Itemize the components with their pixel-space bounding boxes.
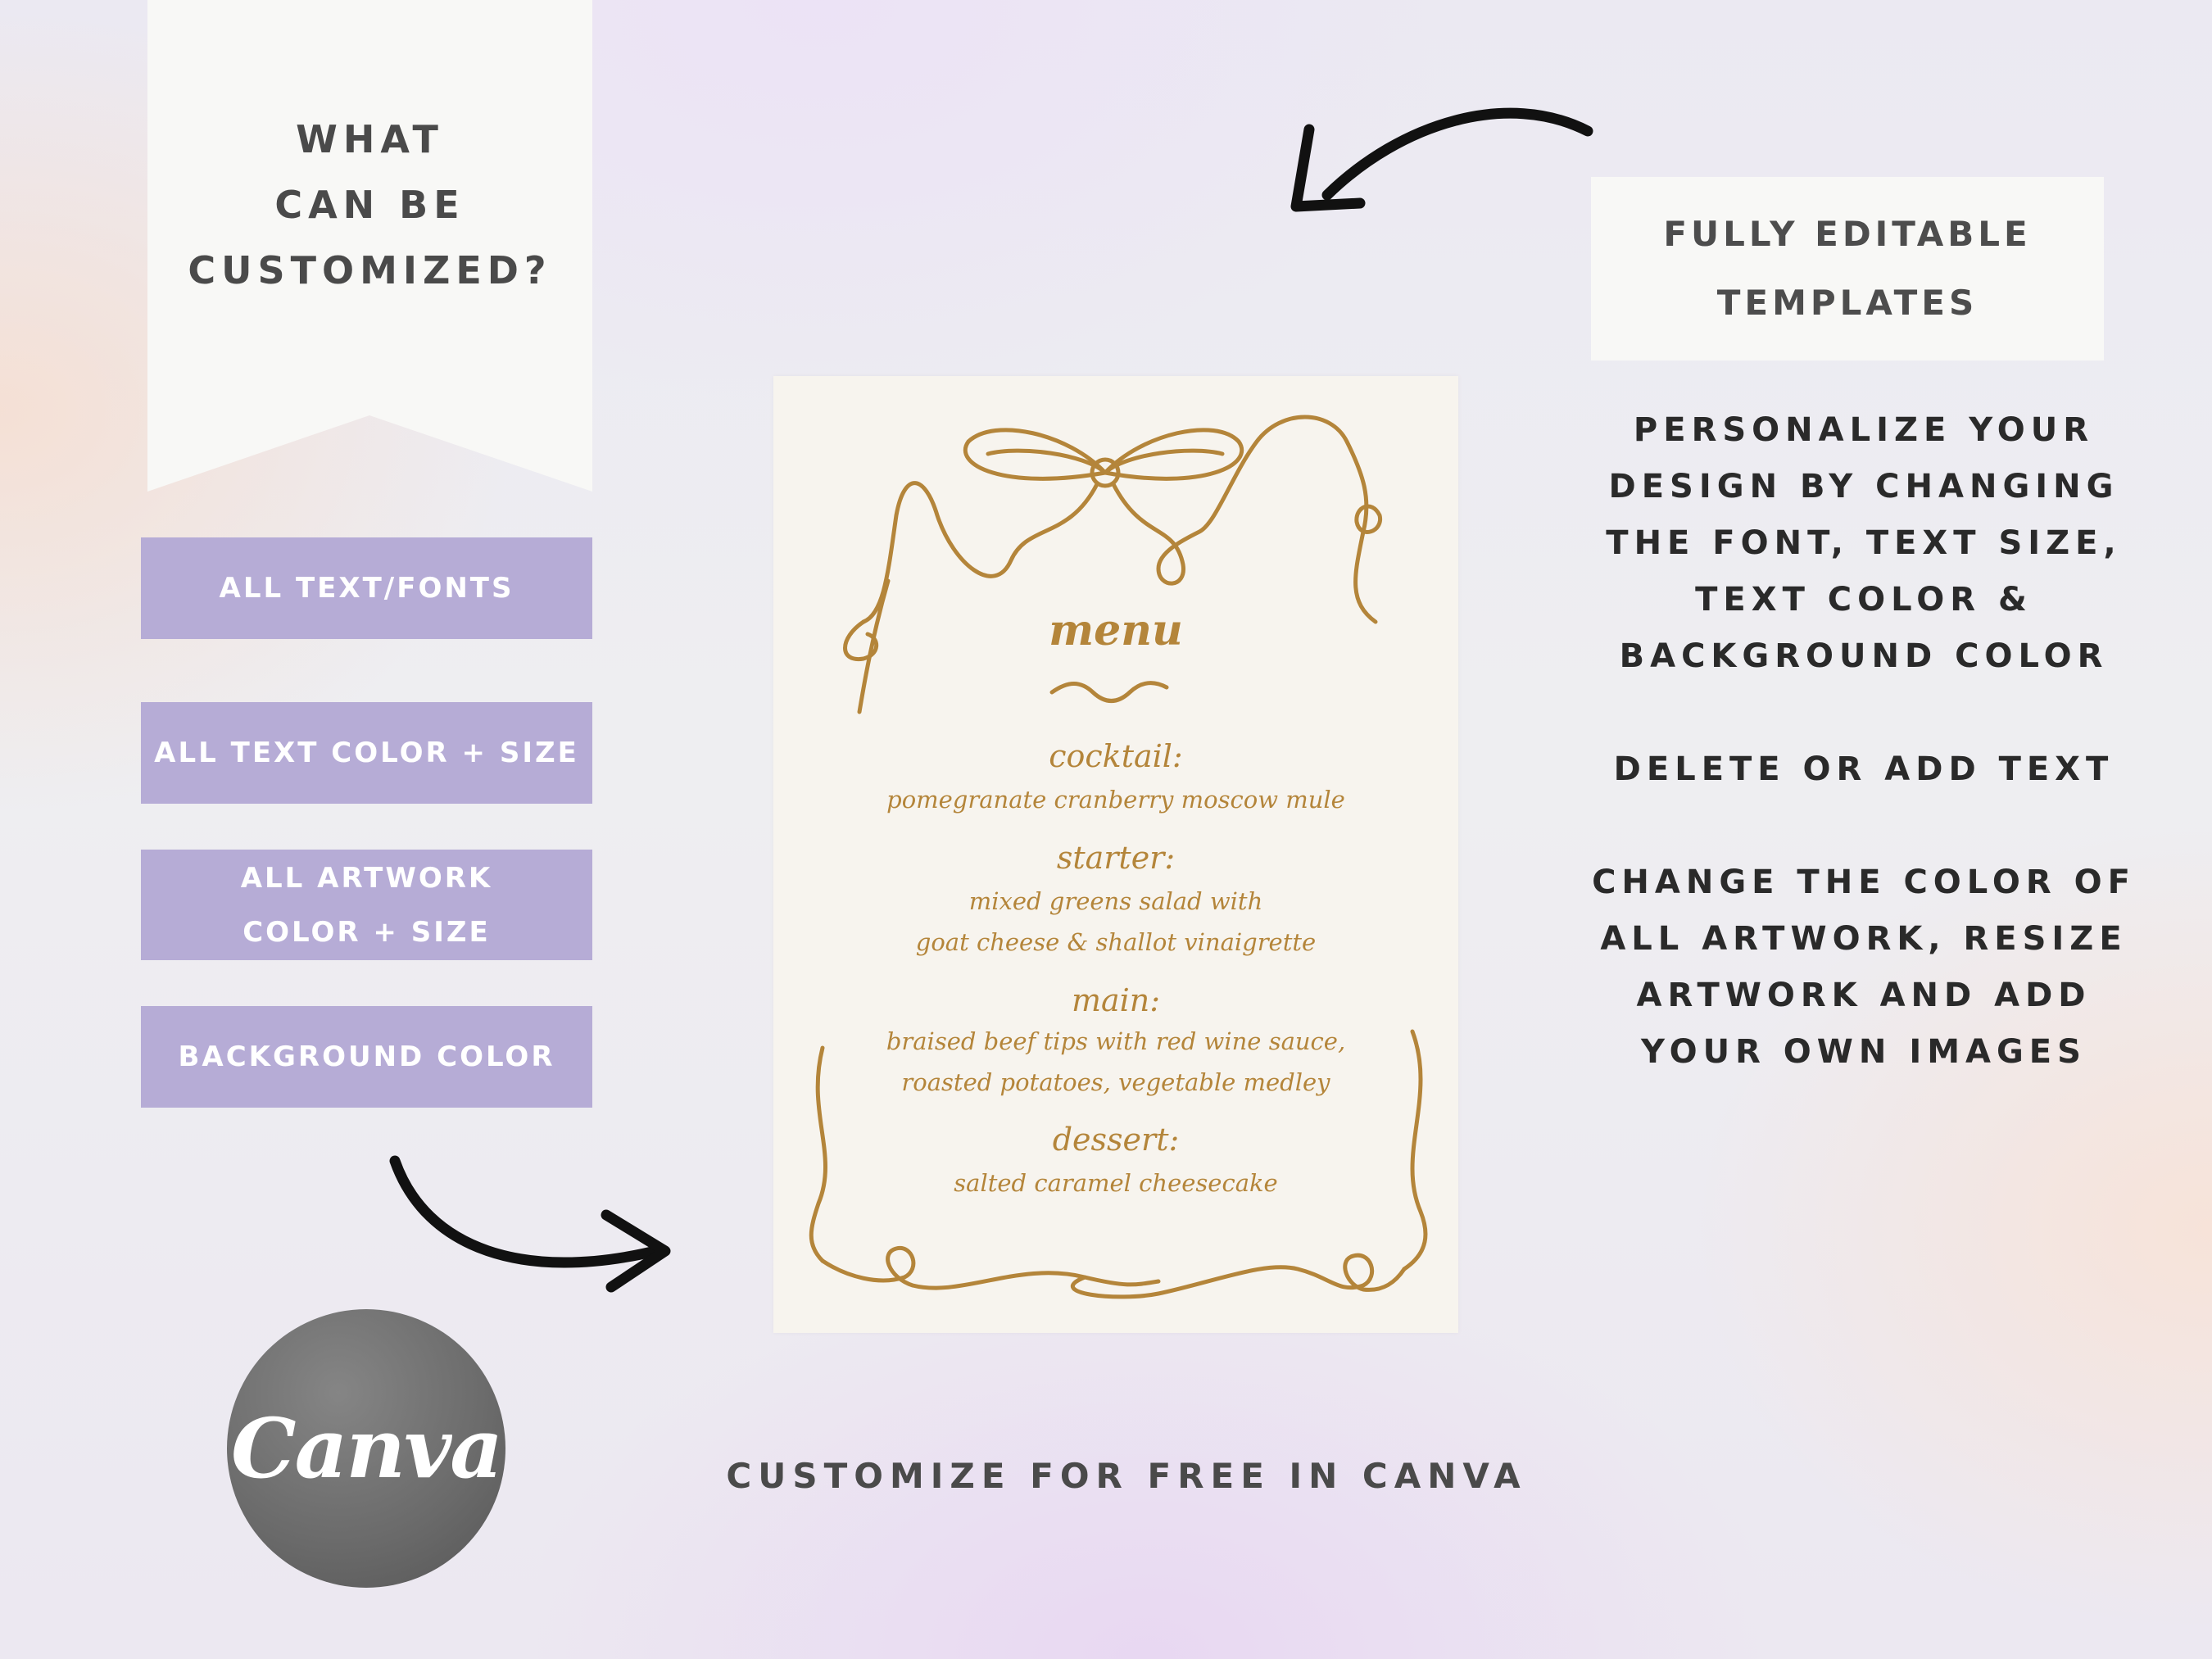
chip-all-text-fonts bbox=[141, 537, 592, 639]
fully-editable-label bbox=[1591, 177, 2104, 360]
label-line: FULLY EDITABLE bbox=[1663, 214, 2032, 254]
text-line: YOUR OWN IMAGES bbox=[1641, 1033, 2087, 1071]
menu-item: braised beef tips with red wine sauce, bbox=[886, 1027, 1346, 1055]
menu-item: roasted potatoes, vegetable medley bbox=[901, 1068, 1330, 1096]
personalize-paragraph bbox=[1557, 402, 2171, 685]
menu-item: salted caramel cheesecake bbox=[954, 1169, 1278, 1197]
menu-course: starter: bbox=[1056, 840, 1176, 876]
menu-item: goat cheese & shallot vinaigrette bbox=[915, 928, 1317, 956]
canva-wordmark: Canva bbox=[231, 1400, 501, 1497]
menu-course: main: bbox=[1071, 982, 1161, 1018]
chip-artwork-color-size bbox=[141, 850, 592, 960]
label-line: TEMPLATES bbox=[1716, 283, 1979, 323]
chip-text-color-size bbox=[141, 702, 592, 804]
menu-item: mixed greens salad with bbox=[968, 887, 1263, 915]
chip-label: ALL TEXT COLOR + SIZE bbox=[154, 737, 579, 769]
chip-label: COLOR + SIZE bbox=[243, 915, 491, 949]
delete-add-paragraph bbox=[1557, 741, 2171, 798]
text-line: ARTWORK AND ADD bbox=[1636, 977, 2092, 1014]
canva-logo bbox=[227, 1309, 505, 1588]
curved-arrow-icon bbox=[1262, 82, 1606, 229]
artwork-paragraph bbox=[1557, 854, 2171, 1081]
text-line: PERSONALIZE YOUR bbox=[1633, 411, 2095, 449]
footer-caption: CUSTOMIZE FOR FREE IN CANVA bbox=[726, 1456, 1527, 1496]
menu-course: cocktail: bbox=[1049, 738, 1183, 774]
text-line: TEXT COLOR & bbox=[1695, 581, 2033, 619]
text-line: DELETE OR ADD TEXT bbox=[1613, 750, 2115, 788]
chip-background-color bbox=[141, 1006, 592, 1108]
text-line: THE FONT, TEXT SIZE, bbox=[1606, 524, 2122, 562]
curved-arrow-icon bbox=[377, 1143, 688, 1299]
chip-label: ALL ARTWORK bbox=[240, 861, 493, 895]
chip-label: BACKGROUND COLOR bbox=[178, 1040, 555, 1073]
text-line: BACKGROUND COLOR bbox=[1619, 637, 2109, 675]
text-line: CHANGE THE COLOR OF bbox=[1592, 863, 2136, 901]
heading-line: CUSTOMIZED? bbox=[188, 248, 552, 292]
menu-item: pomegranate cranberry moscow mule bbox=[886, 786, 1345, 814]
menu-card-preview bbox=[773, 376, 1458, 1333]
text-line: ALL ARTWORK, RESIZE bbox=[1600, 920, 2128, 958]
heading-line: CAN BE bbox=[274, 183, 465, 227]
customize-heading bbox=[147, 107, 592, 303]
menu-title: menu bbox=[1049, 605, 1183, 655]
text-line: DESIGN BY CHANGING bbox=[1608, 468, 2119, 505]
chip-label: ALL TEXT/FONTS bbox=[219, 572, 514, 605]
heading-line: WHAT bbox=[296, 117, 444, 161]
menu-course: dessert: bbox=[1052, 1122, 1180, 1158]
